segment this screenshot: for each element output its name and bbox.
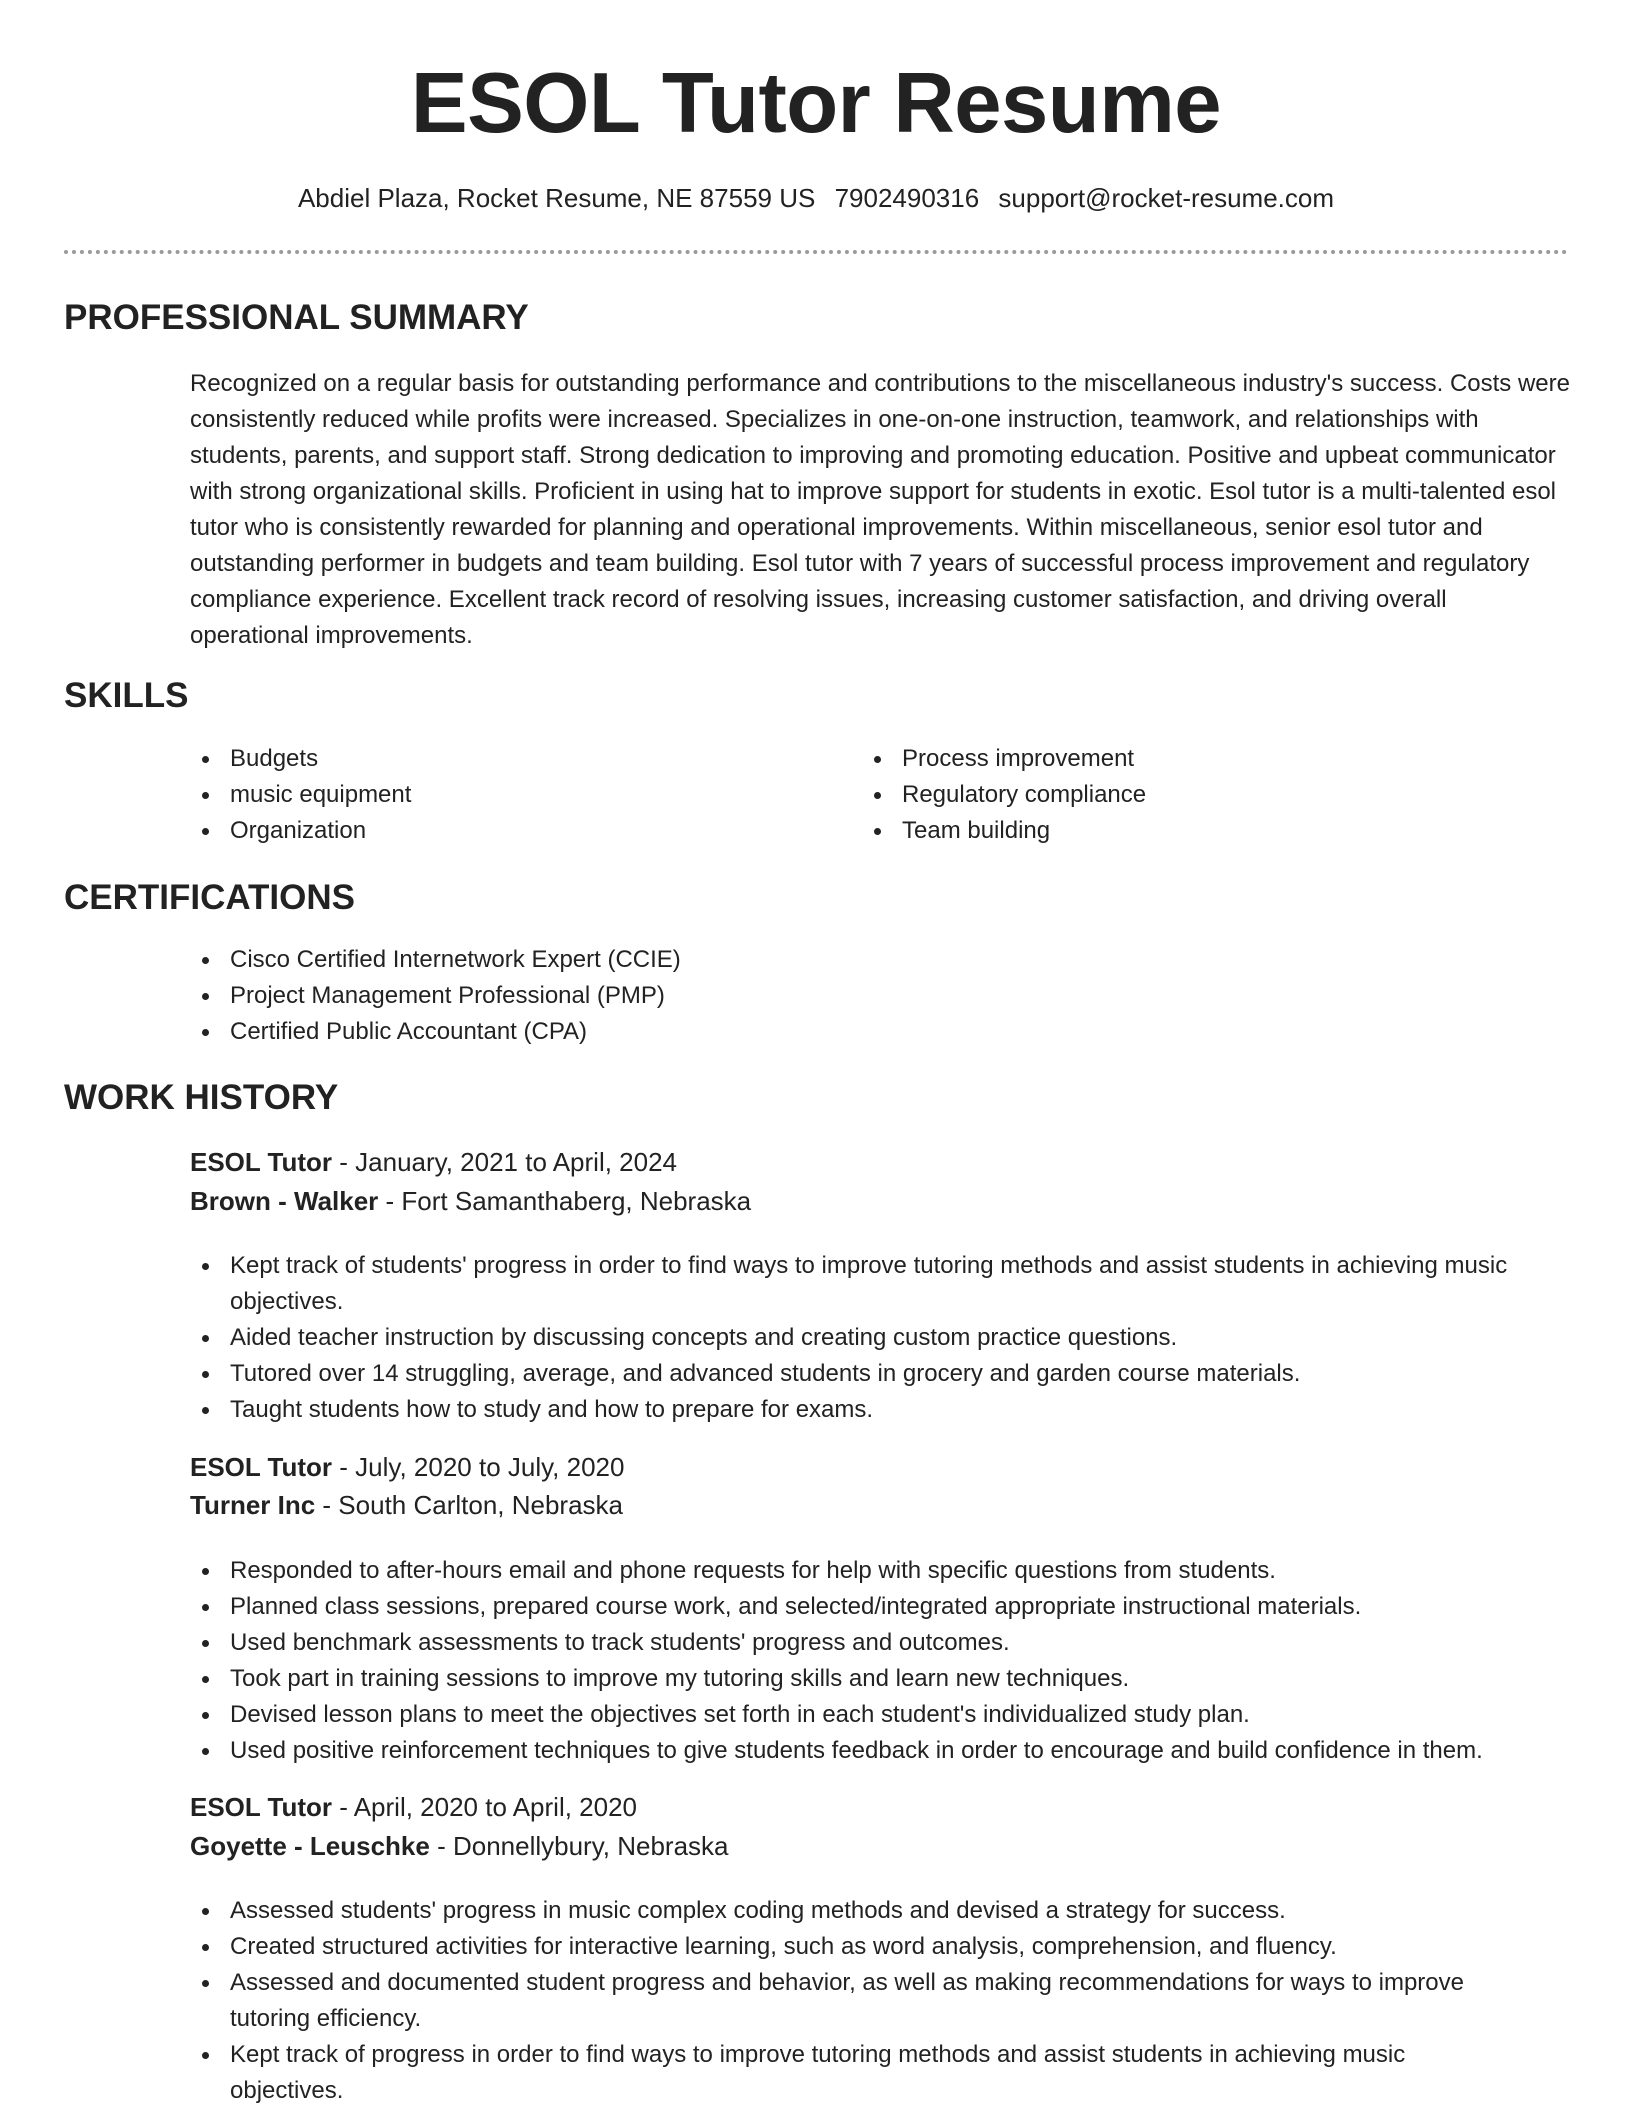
skill-item: music equipment [186,777,806,813]
header-divider [64,250,1568,254]
job-company: Turner Inc [190,1490,316,1520]
address: Abdiel Plaza, Rocket Resume, NE 87559 US [297,183,816,213]
job-title: ESOL Tutor [190,1792,333,1822]
job-bullets [186,1893,1516,2109]
work-history-heading: WORK HISTORY [64,1078,339,1117]
skill-item: Budgets [186,741,806,777]
certifications-list [186,942,1386,1050]
email: support@rocket-resume.com [998,183,1335,213]
job-company: Brown - Walker [190,1186,379,1216]
skill-item: Team building [858,813,1478,849]
skills-list-left [186,741,806,849]
job-location: - Donnellybury, Nebraska [429,1831,729,1861]
job-company-line [190,1182,751,1220]
job-bullet: Created structured activities for interactive learning, such as word analysis, comprehension, and fluency. [186,1929,1516,1965]
job-bullet: Used positive reinforcement techniques to give students feedback in order to encourage and build confidence in them. [186,1733,1586,1769]
job-bullet: Devised lesson plans to meet the objectives set forth in each student's individualized study plan. [186,1697,1586,1733]
page-title: ESOL Tutor Resume [410,56,1222,151]
job-location: - South Carlton, Nebraska [315,1490,624,1520]
phone: 7902490316 [834,183,980,213]
job-dates: - April, 2020 to April, 2020 [332,1792,638,1822]
job-bullet: Responded to after-hours email and phone requests for help with specific questions from students. [186,1553,1586,1589]
job-bullet: Planned class sessions, prepared course work, and selected/integrated appropriate instructional materials. [186,1589,1586,1625]
job-location: - Fort Samanthaberg, Nebraska [378,1186,752,1216]
job-bullet: Took part in training sessions to improve my tutoring skills and learn new techniques. [186,1661,1586,1697]
certification-item: Project Management Professional (PMP) [186,978,1386,1014]
job-bullet: Used benchmark assessments to track students' progress and outcomes. [186,1625,1586,1661]
certification-item: Certified Public Accountant (CPA) [186,1014,1386,1050]
job-company-line [190,1827,729,1865]
job-bullet: Assessed and documented student progress and behavior, as well as making recommendations for ways to improve tutoring efficiency. [186,1965,1516,2037]
job-bullet: Assessed students' progress in music complex coding methods and devised a strategy for success. [186,1893,1516,1929]
job-dates: - January, 2021 to April, 2024 [332,1147,678,1177]
certification-item: Cisco Certified Internetwork Expert (CCIE) [186,942,1386,978]
summary-text: Recognized on a regular basis for outstanding performance and contributions to the miscellaneous industry's success. Costs were consistently reduced while profits were increased. Specializes in one-on-one instruction, teamwork, and relationships with students, parents, and support staff. Strong dedication to improving and promoting education. Positive and upbeat communicator with strong organizational skills. Proficient in using hat to improve support for students in exotic. Esol tutor is a multi-talented esol tutor who is consistently rewarded for planning and operational improvements. Within miscellaneous, senior esol tutor and outstanding performer in budgets and team building. Esol tutor with 7 years of successful process improvement and regulatory compliance experience. Excellent track record of resolving issues, increasing customer satisfaction, and driving overall operational improvements. [190,370,1570,649]
contact-line [0,180,1632,216]
job-title-line [190,1788,637,1826]
summary-heading: PROFESSIONAL SUMMARY [64,298,529,337]
skill-item: Regulatory compliance [858,777,1478,813]
job-bullet: Kept track of progress in order to find ways to improve tutoring methods and assist students in achieving music objectives. [186,2037,1516,2109]
skills-list-right [858,741,1478,849]
job-company-line [190,1486,623,1524]
job-bullet: Taught students how to study and how to prepare for exams. [186,1392,1516,1428]
job-dates: - July, 2020 to July, 2020 [332,1452,625,1482]
job-bullet: Tutored over 14 struggling, average, and advanced students in grocery and garden course materials. [186,1356,1516,1392]
skill-item: Process improvement [858,741,1478,777]
skill-item: Organization [186,813,806,849]
job-bullet: Kept track of students' progress in order to find ways to improve tutoring methods and assist students in achieving music objectives. [186,1248,1516,1320]
job-company: Goyette - Leuschke [190,1831,430,1861]
job-title: ESOL Tutor [190,1452,333,1482]
job-bullet: Aided teacher instruction by discussing concepts and creating custom practice questions. [186,1320,1516,1356]
certifications-heading: CERTIFICATIONS [64,878,356,917]
job-title-line [190,1143,677,1181]
job-title: ESOL Tutor [190,1147,333,1177]
job-title-line [190,1448,624,1486]
job-bullets [186,1248,1516,1428]
job-bullets [186,1553,1586,1769]
skills-heading: SKILLS [64,676,189,715]
